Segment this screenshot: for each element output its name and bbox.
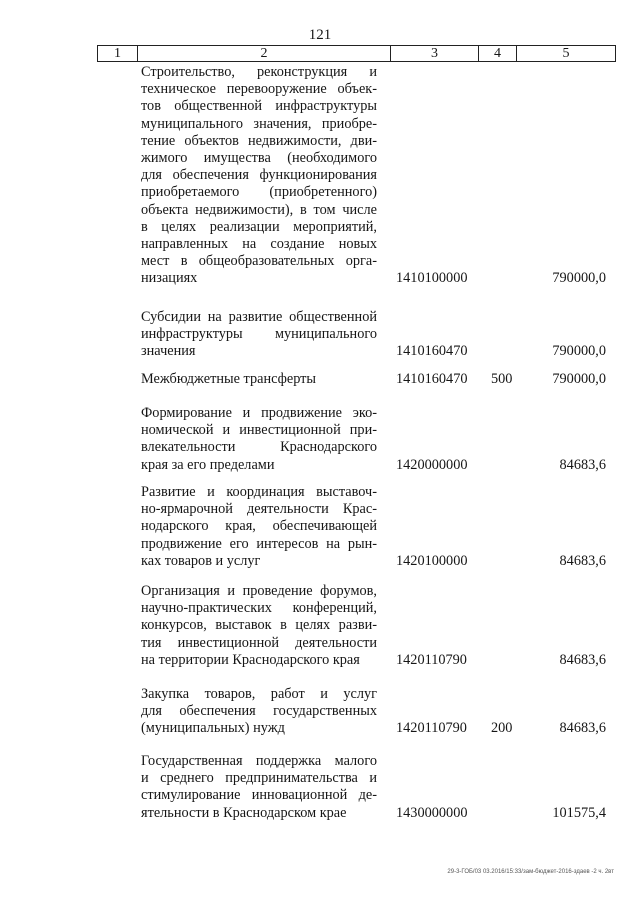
- row-name-line: ятельности в Краснодарском крае: [141, 804, 347, 821]
- column-header-5: 5: [516, 45, 616, 62]
- row-name-line: значения: [141, 343, 196, 360]
- column-header-4: 4: [478, 45, 517, 62]
- row-name: [141, 64, 377, 288]
- row-amount: 790000,0: [552, 371, 606, 387]
- row-name-line: Формирование и продвижение эко-: [141, 405, 377, 421]
- row-name-line: мест в общеобразовательных орга-: [141, 253, 377, 270]
- column-header-2: 2: [137, 45, 391, 62]
- row-name-line: Субсидии на развитие общественной: [141, 309, 377, 325]
- row-name-line: продвижение его интересов на рын-: [141, 535, 377, 552]
- row-name-line: низациях: [141, 270, 198, 287]
- row-name-line: на территории Краснодарского края: [141, 651, 360, 668]
- row-name-line: жимого имущества (необходимого: [141, 150, 377, 167]
- row-amount: 84683,6: [559, 456, 606, 473]
- table-header: [97, 45, 616, 62]
- row-name-line: приобретаемого (приобретенного): [141, 184, 377, 201]
- footer-stamp: 29-3-ГОБ/03 03.2016/15:33/зам-бюджет-2016-здаев -2 ч. 2вт: [447, 869, 614, 875]
- row-name-line: края за его пределами: [141, 456, 275, 473]
- page-number: 121: [308, 27, 332, 43]
- row-name-line: направленных на создание новых: [141, 236, 377, 253]
- row-name: [141, 484, 377, 570]
- row-amount: 84683,6: [559, 651, 606, 668]
- row-name-line: тение объектов недвижимости, дви-: [141, 132, 377, 149]
- row-amount: 790000,0: [552, 270, 606, 287]
- row-name-line: Организация и проведение форумов,: [141, 583, 377, 599]
- row-code: 1410160470: [396, 371, 468, 387]
- row-code: 1420110790: [396, 651, 467, 668]
- row-type: 500: [491, 371, 513, 387]
- row-name: [141, 686, 377, 738]
- row-name-line: техническое перевооружение объек-: [141, 81, 377, 98]
- row-name-line: муниципального значения, приобре-: [141, 115, 377, 132]
- row-name-line: и среднего предпринимательства и: [141, 770, 377, 787]
- row-name-line: в целях реализации мероприятий,: [141, 218, 377, 235]
- row-amount: 790000,0: [552, 343, 606, 360]
- row-name-line: для обеспечения государственных: [141, 703, 377, 720]
- row-name-line: научно-практических конференций,: [141, 600, 377, 617]
- row-name-line: Межбюджетные трансферты: [141, 371, 317, 387]
- row-name-line: влекательности Краснодарского: [141, 439, 377, 456]
- row-name: [141, 371, 377, 388]
- row-name-line: объекта недвижимости), в том числе: [141, 201, 377, 218]
- row-amount: 101575,4: [552, 804, 606, 821]
- column-header-3: 3: [390, 45, 479, 62]
- row-name-line: для обеспечения функционирования: [141, 167, 377, 184]
- row-name-line: Строительство, реконструкция и: [141, 64, 377, 80]
- row-name-line: (муниципальных) нужд: [141, 720, 285, 737]
- column-header-1: 1: [97, 45, 138, 62]
- row-amount: 84683,6: [559, 720, 606, 737]
- row-type: 200: [491, 720, 513, 737]
- row-name: [141, 753, 377, 822]
- row-name: [141, 405, 377, 474]
- row-code: 1420000000: [396, 456, 468, 473]
- row-name: [141, 309, 377, 361]
- row-name-line: Развитие и координация выставоч-: [141, 484, 377, 500]
- row-name-line: инфраструктуры муниципального: [141, 326, 377, 343]
- row-code: 1420110790: [396, 720, 467, 737]
- row-name-line: нодарского края, обеспечивающей: [141, 518, 377, 535]
- row-name: [141, 583, 377, 669]
- row-name-line: Закупка товаров, работ и услуг: [141, 686, 377, 702]
- row-name-line: тов общественной инфраструктуры: [141, 98, 377, 115]
- row-name-line: тия инвестиционной деятельности: [141, 634, 377, 651]
- row-name-line: но-ярмарочной деятельности Крас-: [141, 501, 377, 518]
- row-name-line: ках товаров и услуг: [141, 552, 261, 569]
- row-amount: 84683,6: [559, 552, 606, 569]
- row-name-line: номической и инвестиционной при-: [141, 422, 377, 439]
- row-code: 1420100000: [396, 552, 468, 569]
- row-name-line: конкурсов, выставок в целях разви-: [141, 617, 377, 634]
- row-name-line: стимулирование инновационной де-: [141, 787, 377, 804]
- row-code: 1410160470: [396, 343, 468, 360]
- row-name-line: Государственная поддержка малого: [141, 753, 377, 769]
- row-code: 1430000000: [396, 804, 468, 821]
- row-code: 1410100000: [396, 270, 468, 287]
